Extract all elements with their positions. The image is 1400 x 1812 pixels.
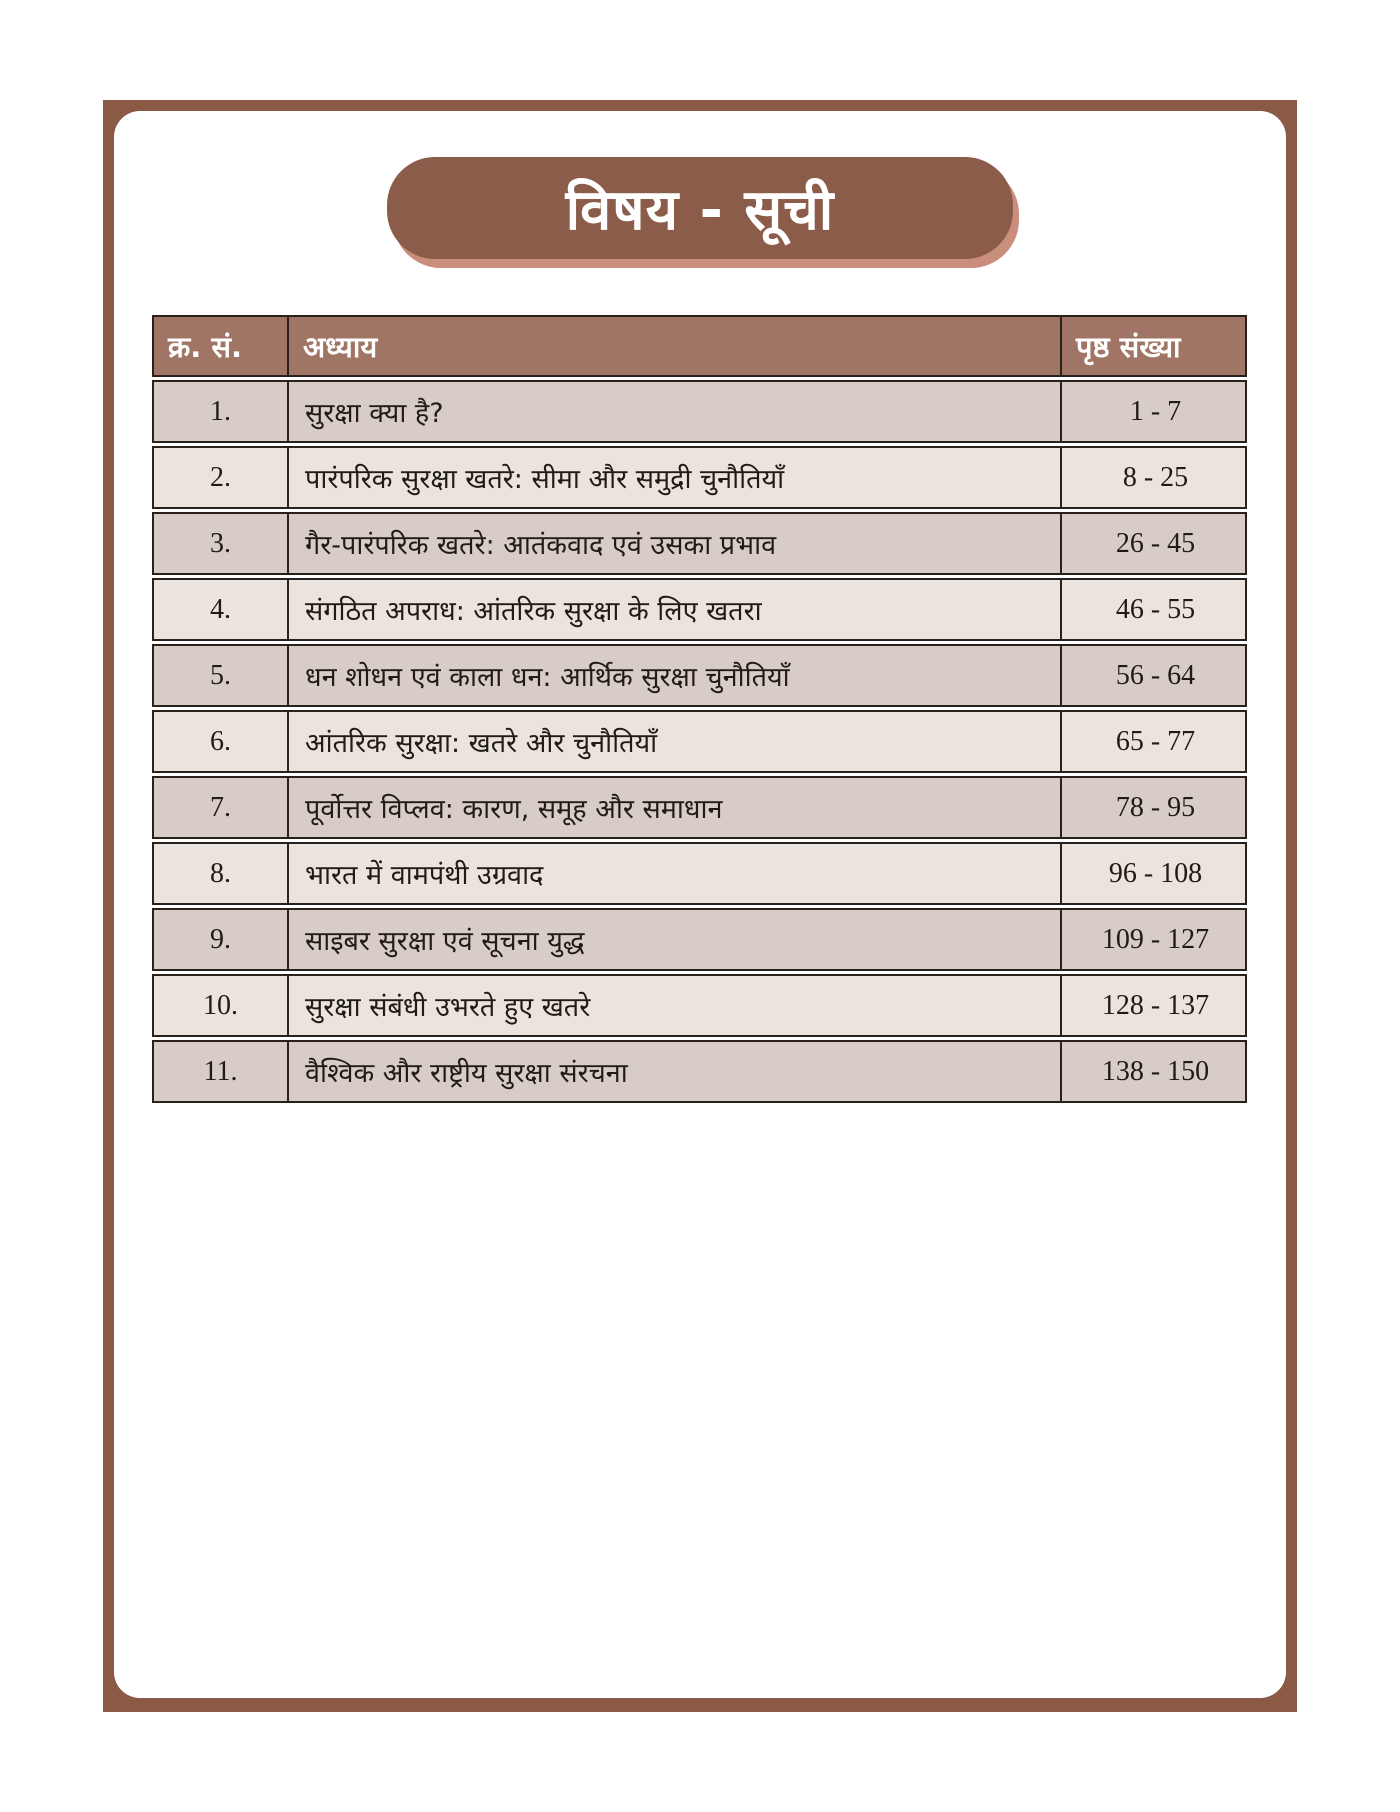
row-chapter-title: आंतरिक सुरक्षा: खतरे और चुनौतियाँ [287, 712, 1060, 771]
toc-header-row [152, 315, 1247, 377]
page-title: विषय - सूची [565, 178, 835, 243]
row-chapter-title: गैर-पारंपरिक खतरे: आतंकवाद एवं उसका प्रभाव [287, 514, 1060, 573]
table-row [152, 644, 1247, 707]
row-serial-number: 2. [210, 461, 231, 493]
row-page-range: 128 - 137 [1060, 976, 1249, 1035]
row-chapter-title: साइबर सुरक्षा एवं सूचना युद्ध [287, 910, 1060, 969]
row-serial-number: 4. [210, 593, 231, 625]
table-row [152, 776, 1247, 839]
row-serial-number: 3. [210, 527, 231, 559]
row-page-range: 1 - 7 [1060, 382, 1249, 441]
row-chapter-title: धन शोधन एवं काला धन: आर्थिक सुरक्षा चुनौतियाँ [287, 646, 1060, 705]
row-chapter-title: पारंपरिक सुरक्षा खतरे: सीमा और समुद्री चुनौतियाँ [287, 448, 1060, 507]
row-page-range: 78 - 95 [1060, 778, 1249, 837]
toc-table [152, 315, 1247, 1106]
table-row [152, 446, 1247, 509]
toc-header-chapter: अध्याय [287, 317, 1060, 375]
row-page-range: 138 - 150 [1060, 1042, 1249, 1101]
row-page-range: 109 - 127 [1060, 910, 1249, 969]
row-serial-number: 10. [203, 989, 238, 1021]
row-serial-number: 9. [210, 923, 231, 955]
table-row [152, 512, 1247, 575]
row-chapter-title: सुरक्षा क्या है? [287, 382, 1060, 441]
toc-body [152, 380, 1247, 1103]
row-serial-number: 5. [210, 659, 231, 691]
table-row [152, 842, 1247, 905]
row-page-range: 8 - 25 [1060, 448, 1249, 507]
row-serial-number: 7. [210, 791, 231, 823]
row-page-range: 96 - 108 [1060, 844, 1249, 903]
row-chapter-title: वैश्विक और राष्ट्रीय सुरक्षा संरचना [287, 1042, 1060, 1101]
row-chapter-title: संगठित अपराध: आंतरिक सुरक्षा के लिए खतरा [287, 580, 1060, 639]
table-row [152, 908, 1247, 971]
row-chapter-title: सुरक्षा संबंधी उभरते हुए खतरे [287, 976, 1060, 1035]
row-chapter-title: भारत में वामपंथी उग्रवाद [287, 844, 1060, 903]
table-row [152, 1040, 1247, 1103]
page-title-box [387, 157, 1013, 259]
row-serial-number: 6. [210, 725, 231, 757]
row-page-range: 56 - 64 [1060, 646, 1249, 705]
toc-header-pages: पृष्ठ संख्या [1060, 317, 1249, 375]
table-row [152, 380, 1247, 443]
row-chapter-title: पूर्वोत्तर विप्लव: कारण, समूह और समाधान [287, 778, 1060, 837]
table-row [152, 578, 1247, 641]
row-page-range: 46 - 55 [1060, 580, 1249, 639]
toc-header-serial: क्र. सं. [168, 329, 243, 364]
table-row [152, 710, 1247, 773]
row-serial-number: 1. [210, 395, 231, 427]
row-serial-number: 11. [203, 1055, 238, 1087]
row-page-range: 65 - 77 [1060, 712, 1249, 771]
row-page-range: 26 - 45 [1060, 514, 1249, 573]
table-row [152, 974, 1247, 1037]
row-serial-number: 8. [210, 857, 231, 889]
